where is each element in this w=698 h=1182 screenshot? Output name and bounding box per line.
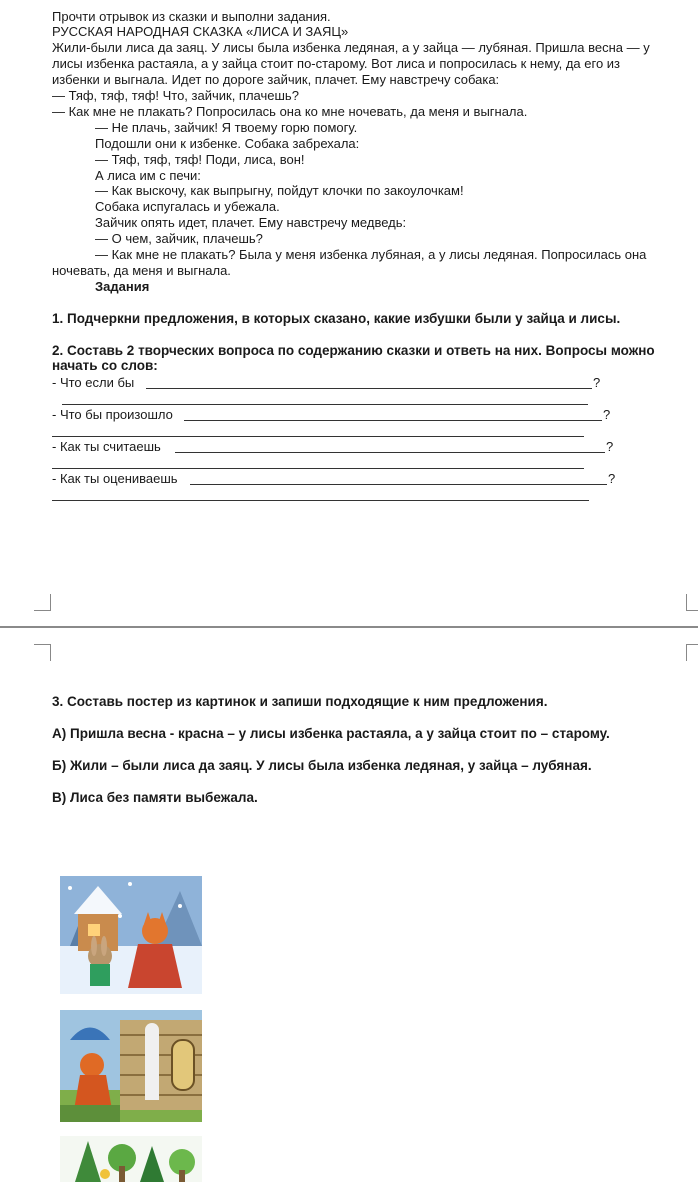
page-corner-mark <box>34 594 51 611</box>
story-line: Подошли они к избенке. Собака забрехала: <box>95 136 360 151</box>
option-c: В) Лиса без памяти выбежала. <box>52 790 258 805</box>
story-line: — Как мне не плакать? Была у меня избенка лубяная, а у лисы ледяная. Попросилась она <box>95 247 647 262</box>
task-1: 1. Подчеркни предложения, в которых сказано, какие избушки были у зайца и лисы. <box>52 311 621 326</box>
task-2-line-2: начать со слов: <box>52 358 158 373</box>
question-prefix: - Что бы произошло <box>52 407 173 422</box>
answer-line[interactable] <box>52 500 589 501</box>
intro-text: Прочти отрывок из сказки и выполни задания. <box>52 9 331 24</box>
story-line: Зайчик опять идет, плачет. Ему навстречу медведь: <box>95 215 407 230</box>
answer-line[interactable] <box>146 388 592 389</box>
question-prefix: - Как ты считаешь <box>52 439 161 454</box>
illustration-forest <box>60 1136 202 1182</box>
answer-line[interactable] <box>190 484 607 485</box>
story-line: А лиса им с печи: <box>95 168 201 183</box>
question-mark: ? <box>593 375 601 390</box>
task-2-line-1: 2. Составь 2 творческих вопроса по содержанию сказки и ответь на них. Вопросы можно <box>52 343 655 358</box>
page-corner-mark <box>686 594 698 611</box>
story-title: РУССКАЯ НАРОДНАЯ СКАЗКА «ЛИСА И ЗАЯЦ» <box>52 24 349 39</box>
story-line: лисы избенка растаяла, а у зайца стоит по-старому. Вот лиса и попросилась к нему, да его из <box>52 56 621 71</box>
question-prefix: - Что если бы <box>52 375 135 390</box>
answer-line[interactable] <box>184 420 602 421</box>
answer-line[interactable] <box>52 436 584 437</box>
task-3: 3. Составь постер из картинок и запиши подходящие к ним предложения. <box>52 694 548 709</box>
story-line: — Как мне не плакать? Попросилась она ко мне ночевать, да меня и выгнала. <box>52 104 528 119</box>
story-line: ночевать, да меня и выгнала. <box>52 263 231 278</box>
illustration-fox-and-hare-winter <box>60 876 202 994</box>
option-b: Б) Жили – были лиса да заяц. У лисы была избенка ледяная, у зайца – лубяная. <box>52 758 592 773</box>
story-line: — Как выскочу, как выпрыгну, пойдут клочки по закоулочкам! <box>95 183 464 198</box>
question-mark: ? <box>608 471 616 486</box>
answer-line[interactable] <box>62 404 588 405</box>
illustration-fox-at-hut <box>60 1010 202 1122</box>
answer-line[interactable] <box>175 452 605 453</box>
story-line: — О чем, зайчик, плачешь? <box>95 231 263 246</box>
document-page-2 <box>0 628 698 1182</box>
answer-line[interactable] <box>52 468 584 469</box>
story-line: — Не плачь, зайчик! Я твоему горю помогу. <box>95 120 358 135</box>
story-line: Собака испугалась и убежала. <box>95 199 280 214</box>
story-line: — Тяф, тяф, тяф! Поди, лиса, вон! <box>95 152 305 167</box>
page-corner-mark <box>686 644 698 661</box>
option-a: А) Пришла весна - красна – у лисы избенка растаяла, а у зайца стоит по – старому. <box>52 726 610 741</box>
question-mark: ? <box>603 407 611 422</box>
story-line: — Тяф, тяф, тяф! Что, зайчик, плачешь? <box>52 88 299 103</box>
story-line: избенки и выгнала. Идет по дороге зайчик, плачет. Ему навстречу собака: <box>52 72 500 87</box>
tasks-heading: Задания <box>95 279 150 294</box>
page-corner-mark <box>34 644 51 661</box>
question-prefix: - Как ты оцениваешь <box>52 471 178 486</box>
story-line: Жили-были лиса да заяц. У лисы была избенка ледяная, а у зайца — лубяная. Пришла весна — у <box>52 40 650 55</box>
question-mark: ? <box>606 439 614 454</box>
